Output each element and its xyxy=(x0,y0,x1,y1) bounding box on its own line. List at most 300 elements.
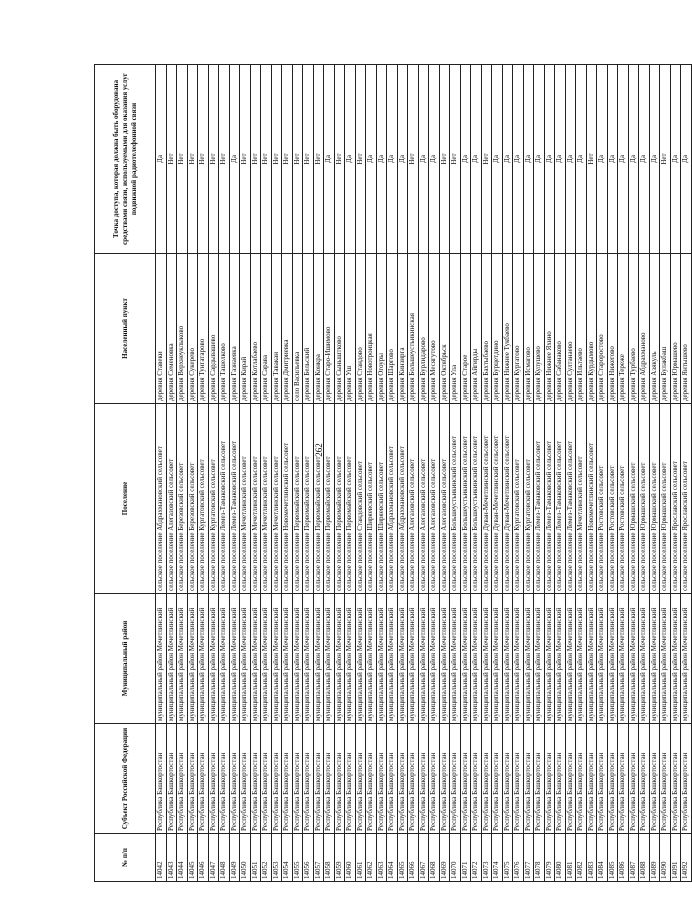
row-subject: Республика Башкортостан xyxy=(586,724,597,834)
row-access-point: Нет xyxy=(450,65,461,254)
row-municipal-district: муниципальный район Мечетлинский xyxy=(618,594,629,724)
row-locality: деревня Ташелково xyxy=(219,254,230,404)
table-row xyxy=(492,65,503,882)
table-row xyxy=(660,65,671,882)
row-number: 14087 xyxy=(628,834,639,882)
row-number: 14088 xyxy=(639,834,650,882)
row-municipal-district: муниципальный район Мечетлинский xyxy=(586,594,597,724)
row-locality: деревня Ула xyxy=(450,254,461,404)
row-locality: деревня Ильтаево xyxy=(576,254,587,404)
row-access-point: Нет xyxy=(660,65,671,254)
row-municipal-district: муниципальный район Мечетлинский xyxy=(240,594,251,724)
row-locality: деревня Исмагово xyxy=(523,254,534,404)
table-row xyxy=(597,65,608,882)
row-locality: деревня Кулушево xyxy=(534,254,545,404)
row-locality: деревня Абдрахманово xyxy=(639,254,650,404)
row-municipal-district: муниципальный район Мечетлинский xyxy=(313,594,324,724)
row-municipal-district: муниципальный район Мечетлинский xyxy=(513,594,524,724)
row-municipal-district: муниципальный район Мечетлинский xyxy=(408,594,419,724)
row-subject: Республика Башкортостан xyxy=(513,724,524,834)
row-access-point: Да xyxy=(471,65,482,254)
row-settlement: сельское поселение Лемез-Тамаковский сельсовет xyxy=(534,404,545,594)
row-subject: Республика Башкортостан xyxy=(481,724,492,834)
table-row xyxy=(649,65,660,882)
row-municipal-district: муниципальный район Мечетлинский xyxy=(198,594,209,724)
row-number: 14064 xyxy=(387,834,398,882)
table-row xyxy=(397,65,408,882)
table-row xyxy=(408,65,419,882)
row-number: 14091 xyxy=(670,834,681,882)
table-row xyxy=(177,65,188,882)
row-municipal-district: муниципальный район Мечетлинский xyxy=(334,594,345,724)
row-subject: Республика Башкортостан xyxy=(366,724,377,834)
row-number: 14049 xyxy=(229,834,240,882)
row-settlement: сельское поселение Березовский сельсовет xyxy=(177,404,188,594)
row-subject: Республика Башкортостан xyxy=(660,724,671,834)
row-number: 14072 xyxy=(471,834,482,882)
row-municipal-district: муниципальный район Мечетлинский xyxy=(649,594,660,724)
row-locality: деревня Сардывашево xyxy=(208,254,219,404)
row-access-point: Нет xyxy=(250,65,261,254)
row-locality: деревня Верхнеуклыково xyxy=(177,254,188,404)
row-access-point: Да xyxy=(649,65,660,254)
row-municipal-district: муниципальный район Мечетлинский xyxy=(387,594,398,724)
row-access-point: Нет xyxy=(240,65,251,254)
table-row xyxy=(345,65,356,882)
table-row xyxy=(639,65,650,882)
row-access-point: Нет xyxy=(261,65,272,254)
row-settlement: сельское поселение Первомайский сельсовет xyxy=(303,404,314,594)
row-number: 14066 xyxy=(408,834,419,882)
row-settlement: сельское поселение Новомечетлинский сельсовет xyxy=(282,404,293,594)
row-number: 14065 xyxy=(397,834,408,882)
row-access-point: Да xyxy=(156,65,167,254)
page-number: 262 xyxy=(314,443,324,457)
row-locality: село Васильевка xyxy=(292,254,303,404)
row-number: 14042 xyxy=(156,834,167,882)
row-locality: деревня Курдымово xyxy=(586,254,597,404)
row-settlement: сельское поселение Первомайский сельсовет xyxy=(324,404,335,594)
row-municipal-district: муниципальный район Мечетлинский xyxy=(471,594,482,724)
row-subject: Республика Башкортостан xyxy=(670,724,681,834)
row-access-point: Нет xyxy=(177,65,188,254)
row-subject: Республика Башкортостан xyxy=(523,724,534,834)
row-subject: Республика Башкортостан xyxy=(450,724,461,834)
table-row xyxy=(219,65,230,882)
row-access-point: Да xyxy=(639,65,650,254)
row-locality: деревня Нижнее Яхино xyxy=(544,254,555,404)
row-subject: Республика Башкортостан xyxy=(502,724,513,834)
row-access-point: Да xyxy=(376,65,387,254)
row-settlement: сельское поселение Первомайский сельсовет xyxy=(345,404,356,594)
row-settlement: сельское поселение Мечетлинский сельсовет xyxy=(250,404,261,594)
row-municipal-district: муниципальный район Мечетлинский xyxy=(418,594,429,724)
row-access-point: Нет xyxy=(313,65,324,254)
row-number: 14062 xyxy=(366,834,377,882)
row-subject: Республика Башкортостан xyxy=(376,724,387,834)
row-subject: Республика Башкортостан xyxy=(460,724,471,834)
row-settlement: сельское поселение Новомечетлинский сельсовет xyxy=(586,404,597,594)
row-subject: Республика Башкортостан xyxy=(208,724,219,834)
row-settlement: сельское поселение Мечетлинский сельсовет xyxy=(261,404,272,594)
row-municipal-district: муниципальный район Мечетлинский xyxy=(492,594,503,724)
row-access-point: Да xyxy=(670,65,681,254)
row-subject: Республика Башкортостан xyxy=(240,724,251,834)
row-locality: деревня Нижнее Тукбаево xyxy=(502,254,513,404)
row-settlement: сельское поселение Первомайский сельсовет xyxy=(334,404,345,594)
row-municipal-district: муниципальный район Мечетлинский xyxy=(555,594,566,724)
row-subject: Республика Башкортостан xyxy=(439,724,450,834)
row-number: 14054 xyxy=(282,834,293,882)
row-locality: деревня Сыныштково xyxy=(334,254,345,404)
row-municipal-district: муниципальный район Мечетлинский xyxy=(261,594,272,724)
row-locality: деревня Уш xyxy=(345,254,356,404)
row-subject: Республика Башкортостан xyxy=(565,724,576,834)
row-municipal-district: муниципальный район Мечетлинский xyxy=(397,594,408,724)
row-number: 14046 xyxy=(198,834,209,882)
row-number: 14075 xyxy=(502,834,513,882)
row-locality: деревня Бурцетдино xyxy=(492,254,503,404)
table-header-row xyxy=(95,65,156,882)
row-settlement: сельское поселение Алегазовский сельсовет xyxy=(429,404,440,594)
table-row xyxy=(460,65,471,882)
row-municipal-district: муниципальный район Мечетлинский xyxy=(376,594,387,724)
row-locality: деревня Тавакан xyxy=(271,254,282,404)
row-subject: Республика Башкортостан xyxy=(408,724,419,834)
row-access-point: Нет xyxy=(208,65,219,254)
row-access-point: Нет xyxy=(439,65,450,254)
row-number: 14058 xyxy=(324,834,335,882)
row-number: 14068 xyxy=(429,834,440,882)
row-number: 14082 xyxy=(576,834,587,882)
table-row xyxy=(481,65,492,882)
row-subject: Республика Башкортостан xyxy=(355,724,366,834)
row-subject: Республика Башкортостан xyxy=(607,724,618,834)
row-settlement: сельское поселение Абдрахмановский сельсовет xyxy=(397,404,408,594)
row-municipal-district: муниципальный район Мечетлинский xyxy=(460,594,471,724)
row-settlement: сельское поселение Мечетлинский сельсовет xyxy=(271,404,282,594)
row-subject: Республика Башкортостан xyxy=(576,724,587,834)
row-subject: Республика Башкортостан xyxy=(639,724,650,834)
row-subject: Республика Башкортостан xyxy=(387,724,398,834)
row-municipal-district: муниципальный район Мечетлинский xyxy=(156,594,167,724)
table-row xyxy=(271,65,282,882)
table-row xyxy=(555,65,566,882)
row-number: 14081 xyxy=(565,834,576,882)
row-number: 14059 xyxy=(334,834,345,882)
row-number: 14043 xyxy=(166,834,177,882)
row-number: 14056 xyxy=(303,834,314,882)
row-municipal-district: муниципальный район Мечетлинский xyxy=(208,594,219,724)
row-settlement: сельское поселение Ростовский сельсовет xyxy=(618,404,629,594)
row-access-point: Нет xyxy=(586,65,597,254)
header-municipal-district: Муниципальный район xyxy=(95,594,156,724)
row-municipal-district: муниципальный район Мечетлинский xyxy=(282,594,293,724)
row-settlement: сельское поселение Ярославский сельсовет xyxy=(681,404,692,594)
row-access-point: Да xyxy=(429,65,440,254)
row-municipal-district: муниципальный район Мечетлинский xyxy=(345,594,356,724)
row-settlement: сельское поселение Большеустьикинский сельсовет xyxy=(471,404,482,594)
row-locality: деревня Старо-Ишимово xyxy=(324,254,335,404)
table-row xyxy=(387,65,398,882)
row-access-point: Да xyxy=(534,65,545,254)
table-row xyxy=(513,65,524,882)
row-settlement: сельское поселение Ростовский сельсовет xyxy=(597,404,608,594)
row-municipal-district: муниципальный район Мечетлинский xyxy=(219,594,230,724)
row-access-point: Да xyxy=(607,65,618,254)
row-locality: деревня Большеустьикинская xyxy=(408,254,419,404)
row-locality: деревня Тунгатарово xyxy=(198,254,209,404)
row-municipal-district: муниципальный район Мечетлинский xyxy=(670,594,681,724)
row-access-point: Да xyxy=(618,65,629,254)
row-settlement: сельское поселение Ростовский сельсовет xyxy=(607,404,618,594)
row-subject: Республика Башкортостан xyxy=(492,724,503,834)
row-municipal-district: муниципальный район Мечетлинский xyxy=(597,594,608,724)
table-row xyxy=(250,65,261,882)
row-subject: Республика Башкортостан xyxy=(597,724,608,834)
row-municipal-district: муниципальный район Мечетлинский xyxy=(565,594,576,724)
row-settlement: сельское поселение Дуван-Мечетлинский сельсовет xyxy=(492,404,503,594)
row-subject: Республика Башкортостан xyxy=(292,724,303,834)
row-number: 14047 xyxy=(208,834,219,882)
row-locality: деревня Газнаевка xyxy=(229,254,240,404)
row-locality: деревня Бурлидарово xyxy=(418,254,429,404)
row-municipal-district: муниципальный район Мечетлинский xyxy=(177,594,188,724)
row-subject: Республика Башкортостан xyxy=(261,724,272,834)
row-access-point: Да xyxy=(544,65,555,254)
table-row xyxy=(502,65,513,882)
header-number: № п/п xyxy=(95,834,156,882)
row-settlement: сельское поселение Березовский сельсовет xyxy=(187,404,198,594)
row-settlement: сельское поселение Ширяевский сельсовет xyxy=(376,404,387,594)
row-subject: Республика Башкортостан xyxy=(628,724,639,834)
row-locality: деревня Дмитриевка xyxy=(282,254,293,404)
row-access-point: Да xyxy=(628,65,639,254)
row-number: 14073 xyxy=(481,834,492,882)
table-row xyxy=(261,65,272,882)
row-number: 14052 xyxy=(261,834,272,882)
row-locality: деревня Кинзирга xyxy=(397,254,408,404)
row-number: 14051 xyxy=(250,834,261,882)
row-municipal-district: муниципальный район Мечетлинский xyxy=(250,594,261,724)
row-number: 14055 xyxy=(292,834,303,882)
table-row xyxy=(628,65,639,882)
row-locality: деревня Семеновка xyxy=(166,254,177,404)
row-subject: Республика Башкортостан xyxy=(555,724,566,834)
row-number: 14080 xyxy=(555,834,566,882)
row-municipal-district: муниципальный район Мечетлинский xyxy=(502,594,513,724)
row-settlement: сельское поселение Стандовский сельсовет xyxy=(355,404,366,594)
table-row xyxy=(208,65,219,882)
row-access-point: Нет xyxy=(303,65,314,254)
row-locality: деревня Султанаево xyxy=(565,254,576,404)
table-row xyxy=(376,65,387,882)
row-number: 14076 xyxy=(513,834,524,882)
table-row xyxy=(576,65,587,882)
row-settlement: сельское поселение Лемез-Тамаковский сельсовет xyxy=(544,404,555,594)
row-locality: деревня Айгирды xyxy=(471,254,482,404)
row-subject: Республика Башкортостан xyxy=(397,724,408,834)
row-number: 14086 xyxy=(618,834,629,882)
row-settlement: сельское поселение Кургатовский сельсовет xyxy=(208,404,219,594)
document-table-area xyxy=(94,65,690,882)
row-number: 14071 xyxy=(460,834,471,882)
table-row xyxy=(544,65,555,882)
row-settlement: сельское поселение Дуван-Мечетлинский сельсовет xyxy=(502,404,513,594)
row-municipal-district: муниципальный район Мечетлинский xyxy=(439,594,450,724)
row-subject: Республика Башкортостан xyxy=(649,724,660,834)
row-access-point: Да xyxy=(345,65,356,254)
row-number: 14057 xyxy=(313,834,324,882)
table-row xyxy=(618,65,629,882)
row-settlement: сельское поселение Мечетлинский сельсовет xyxy=(576,404,587,594)
row-settlement: сельское поселение Кургатовский сельсовет xyxy=(198,404,209,594)
row-number: 14077 xyxy=(523,834,534,882)
row-subject: Республика Башкортостан xyxy=(250,724,261,834)
row-locality: деревня Бельский xyxy=(303,254,314,404)
row-settlement: сельское поселение Абдрахмановский сельсовет xyxy=(156,404,167,594)
row-settlement: сельское поселение Лемез-Тамаковский сельсовет xyxy=(555,404,566,594)
header-locality: Населенный пункт xyxy=(95,254,156,404)
row-number: 14089 xyxy=(649,834,660,882)
row-access-point: Да xyxy=(460,65,471,254)
row-number: 14085 xyxy=(607,834,618,882)
row-access-point: Нет xyxy=(219,65,230,254)
row-locality: деревня Булакбаш xyxy=(660,254,671,404)
row-subject: Республика Башкортостан xyxy=(418,724,429,834)
row-settlement: сельское поселение Первомайский сельсовет xyxy=(292,404,303,594)
row-locality: деревня Сабанаково xyxy=(555,254,566,404)
row-access-point: Да xyxy=(576,65,587,254)
row-municipal-district: муниципальный район Мечетлинский xyxy=(429,594,440,724)
row-settlement: сельское поселение Юрмашский сельсовет xyxy=(660,404,671,594)
row-settlement: сельское поселение Кургатовский сельсовет xyxy=(513,404,524,594)
row-municipal-district: муниципальный район Мечетлинский xyxy=(523,594,534,724)
row-locality: деревня Огоуры xyxy=(376,254,387,404)
row-subject: Республика Башкортостан xyxy=(681,724,692,834)
table-row xyxy=(439,65,450,882)
table-row xyxy=(313,65,324,882)
row-locality: деревня Месягутово xyxy=(429,254,440,404)
row-number: 14069 xyxy=(439,834,450,882)
row-municipal-district: муниципальный район Мечетлинский xyxy=(628,594,639,724)
table-row xyxy=(429,65,440,882)
table-row xyxy=(607,65,618,882)
row-access-point: Да xyxy=(681,65,692,254)
row-access-point: Да xyxy=(513,65,524,254)
table-row xyxy=(366,65,377,882)
table-row xyxy=(450,65,461,882)
row-access-point: Нет xyxy=(187,65,198,254)
row-access-point: Нет xyxy=(271,65,282,254)
row-number: 14083 xyxy=(586,834,597,882)
row-number: 14092 xyxy=(681,834,692,882)
row-access-point: Да xyxy=(387,65,398,254)
row-settlement: сельское поселение Юрмашский сельсовет xyxy=(628,404,639,594)
row-number: 14063 xyxy=(376,834,387,882)
row-access-point: Да xyxy=(229,65,240,254)
row-number: 14053 xyxy=(271,834,282,882)
row-locality: деревня Ставеки xyxy=(156,254,167,404)
table-row xyxy=(355,65,366,882)
row-access-point: Да xyxy=(555,65,566,254)
row-locality: деревня Новотроицкая xyxy=(366,254,377,404)
row-locality: деревня Сукерево xyxy=(187,254,198,404)
row-subject: Республика Башкортостан xyxy=(303,724,314,834)
row-subject: Республика Башкортостан xyxy=(544,724,555,834)
row-settlement: сельское поселение Кургатовский сельсовет xyxy=(523,404,534,594)
row-number: 14090 xyxy=(660,834,671,882)
row-subject: Республика Башкортостан xyxy=(177,724,188,834)
row-municipal-district: муниципальный район Мечетлинский xyxy=(481,594,492,724)
row-locality: деревня Юрмашево xyxy=(670,254,681,404)
row-settlement: сельское поселение Алегазовский сельсовет xyxy=(418,404,429,594)
row-number: 14079 xyxy=(544,834,555,882)
row-settlement: сельское поселение Алегазовский сельсовет xyxy=(166,404,177,594)
row-locality: деревня Кирай xyxy=(240,254,251,404)
table-row xyxy=(565,65,576,882)
header-access-point: Точка доступа, которая должна быть оборудована средствами связи, используемыми для оказания услуг подвижной радиотелефонной связи xyxy=(95,65,156,254)
row-settlement: сельское поселение Ширяевский сельсовет xyxy=(366,404,377,594)
table-row xyxy=(471,65,482,882)
table-row xyxy=(166,65,177,882)
table-row xyxy=(670,65,681,882)
row-access-point: Нет xyxy=(282,65,293,254)
row-access-point: Да xyxy=(502,65,513,254)
row-access-point: Да xyxy=(397,65,408,254)
table-row xyxy=(240,65,251,882)
row-subject: Республика Башкортостан xyxy=(313,724,324,834)
row-number: 14048 xyxy=(219,834,230,882)
row-settlement: сельское поселение Алегазовский сельсовет xyxy=(408,404,419,594)
row-municipal-district: муниципальный район Мечетлинский xyxy=(271,594,282,724)
row-locality: деревня Кургатово xyxy=(513,254,524,404)
row-municipal-district: муниципальный район Мечетлинский xyxy=(450,594,461,724)
row-locality: деревня Азякуль xyxy=(649,254,660,404)
row-municipal-district: муниципальный район Мечетлинский xyxy=(576,594,587,724)
row-locality: деревня Тереже xyxy=(618,254,629,404)
row-municipal-district: муниципальный район Мечетлинский xyxy=(292,594,303,724)
row-municipal-district: муниципальный район Мечетлинский xyxy=(324,594,335,724)
table-row xyxy=(324,65,335,882)
row-municipal-district: муниципальный район Мечетлинский xyxy=(303,594,314,724)
row-municipal-district: муниципальный район Мечетлинский xyxy=(544,594,555,724)
row-access-point: Нет xyxy=(198,65,209,254)
row-number: 14074 xyxy=(492,834,503,882)
row-number: 14061 xyxy=(355,834,366,882)
row-subject: Республика Башкортостан xyxy=(429,724,440,834)
table-row xyxy=(292,65,303,882)
row-municipal-district: муниципальный район Мечетлинский xyxy=(681,594,692,724)
row-number: 14060 xyxy=(345,834,356,882)
table-row xyxy=(418,65,429,882)
table-row xyxy=(282,65,293,882)
row-number: 14044 xyxy=(177,834,188,882)
row-settlement: сельское поселение Юрмашский сельсовет xyxy=(649,404,660,594)
row-settlement: сельское поселение Алегазовский сельсовет xyxy=(439,404,450,594)
row-subject: Республика Башкортостан xyxy=(166,724,177,834)
row-settlement: сельское поселение Большеустьикинский сельсовет xyxy=(450,404,461,594)
row-access-point: Нет xyxy=(166,65,177,254)
row-municipal-district: муниципальный район Мечетлинский xyxy=(166,594,177,724)
row-subject: Республика Башкортостан xyxy=(345,724,356,834)
table-row xyxy=(303,65,314,882)
table-body xyxy=(156,65,692,882)
row-number: 14078 xyxy=(534,834,545,882)
table-row xyxy=(534,65,545,882)
row-number: 14045 xyxy=(187,834,198,882)
row-subject: Республика Башкортостан xyxy=(534,724,545,834)
